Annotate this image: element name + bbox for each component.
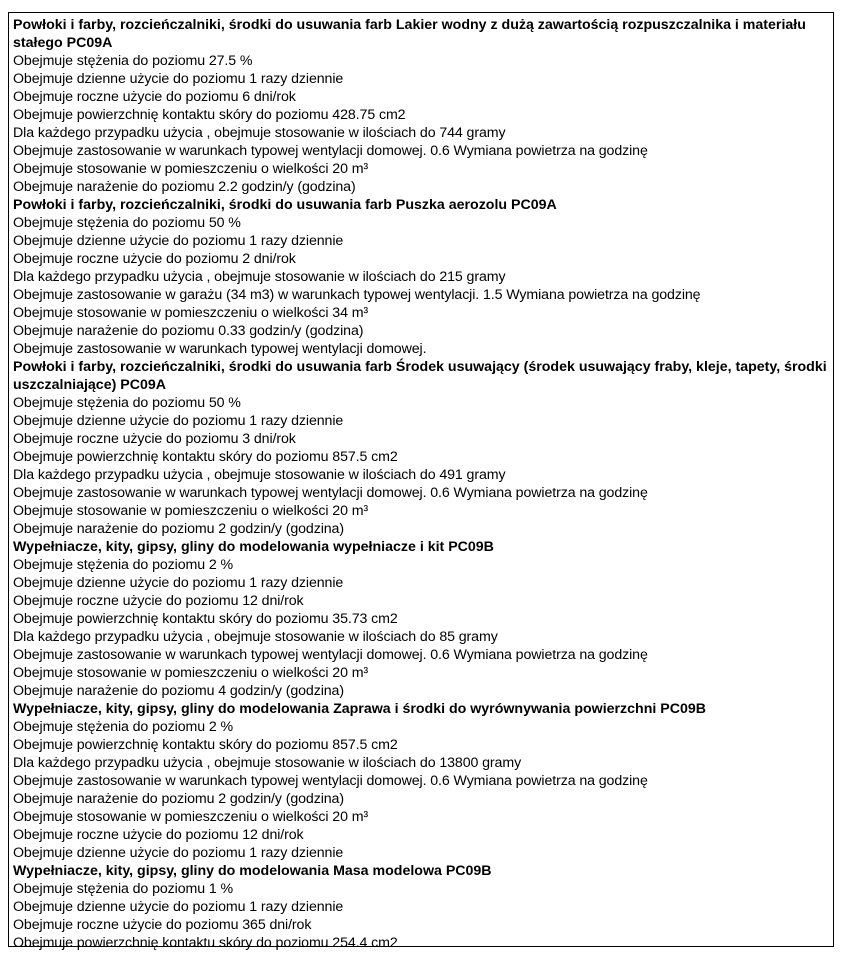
section-line: Obejmuje stężenia do poziomu 2 % (13, 719, 233, 735)
section-line: Obejmuje zastosowanie w warunkach typowej wentylacji domowej. 0.6 Wymiana powietrza na godzinę (13, 773, 648, 789)
section-line: Obejmuje stężenia do poziomu 27.5 % (13, 53, 253, 69)
section-line: Obejmuje roczne użycie do poziomu 2 dni/rok (13, 251, 296, 267)
section-wypelniacze-i-kit (13, 538, 829, 700)
section-heading: Powłoki i farby, rozcieńczalniki, środki do usuwania farb Lakier wodny z dużą zawartością rozpuszczalnika i materiału stałego PC09A (13, 17, 806, 51)
section-line: Obejmuje stosowanie w pomieszczeniu o wielkości 20 m³ (13, 809, 369, 825)
section-heading: Wypełniacze, kity, gipsy, gliny do modelowania Masa modelowa PC09B (13, 863, 492, 879)
section-masa-modelowa (13, 862, 829, 952)
section-line: Dla każdego przypadku użycia , obejmuje stosowanie w ilościach do 744 gramy (13, 125, 506, 141)
section-line: Obejmuje stężenia do poziomu 1 % (13, 881, 233, 897)
section-line: Obejmuje zastosowanie w warunkach typowej wentylacji domowej. 0.6 Wymiana powietrza na godzinę (13, 143, 648, 159)
section-line: Obejmuje stosowanie w pomieszczeniu o wielkości 20 m³ (13, 161, 369, 177)
section-line: Obejmuje powierzchnię kontaktu skóry do poziomu 428.75 cm2 (13, 107, 406, 123)
section-line: Obejmuje powierzchnię kontaktu skóry do poziomu 254.4 cm2 (13, 935, 398, 951)
section-line: Dla każdego przypadku użycia , obejmuje stosowanie w ilościach do 491 gramy (13, 467, 506, 483)
section-line: Obejmuje dzienne użycie do poziomu 1 razy dziennie (13, 233, 344, 249)
section-line: Dla każdego przypadku użycia , obejmuje stosowanie w ilościach do 215 gramy (13, 269, 506, 285)
section-line: Obejmuje narażenie do poziomu 0.33 godzin/y (godzina) (13, 323, 364, 339)
section-line: Obejmuje narażenie do poziomu 2 godzin/y (godzina) (13, 521, 344, 537)
section-line: Obejmuje narażenie do poziomu 2 godzin/y (godzina) (13, 791, 344, 807)
section-line: Obejmuje zastosowanie w warunkach typowej wentylacji domowej. (13, 341, 427, 357)
section-heading: Powłoki i farby, rozcieńczalniki, środki do usuwania farb Puszka aerozolu PC09A (13, 197, 557, 213)
section-line: Obejmuje dzienne użycie do poziomu 1 razy dziennie (13, 899, 344, 915)
section-line: Obejmuje dzienne użycie do poziomu 1 razy dziennie (13, 413, 344, 429)
section-line: Obejmuje stężenia do poziomu 50 % (13, 215, 241, 231)
section-line: Obejmuje dzienne użycie do poziomu 1 razy dziennie (13, 71, 344, 87)
section-srodek-usuwajacy (13, 358, 829, 538)
section-zaprawa (13, 700, 829, 862)
section-lakier-wodny (13, 16, 829, 196)
section-puszka-aerozolu (13, 196, 829, 358)
section-line: Obejmuje stosowanie w pomieszczeniu o wielkości 20 m³ (13, 665, 369, 681)
section-heading: Wypełniacze, kity, gipsy, gliny do modelowania wypełniacze i kit PC09B (13, 539, 494, 555)
section-line: Obejmuje zastosowanie w warunkach typowej wentylacji domowej. 0.6 Wymiana powietrza na godzinę (13, 485, 648, 501)
section-line: Obejmuje dzienne użycie do poziomu 1 razy dziennie (13, 845, 344, 861)
section-line: Obejmuje stosowanie w pomieszczeniu o wielkości 20 m³ (13, 503, 369, 519)
section-line: Obejmuje powierzchnię kontaktu skóry do poziomu 857.5 cm2 (13, 449, 398, 465)
section-line: Obejmuje stosowanie w pomieszczeniu o wielkości 34 m³ (13, 305, 369, 321)
section-line: Obejmuje narażenie do poziomu 2.2 godzin/y (godzina) (13, 179, 356, 195)
section-line: Obejmuje powierzchnię kontaktu skóry do poziomu 857.5 cm2 (13, 737, 398, 753)
section-line: Dla każdego przypadku użycia , obejmuje stosowanie w ilościach do 13800 gramy (13, 755, 522, 771)
section-line: Obejmuje stężenia do poziomu 2 % (13, 557, 233, 573)
section-line: Obejmuje narażenie do poziomu 4 godzin/y (godzina) (13, 683, 344, 699)
section-line: Obejmuje roczne użycie do poziomu 6 dni/rok (13, 89, 296, 105)
section-line: Obejmuje stężenia do poziomu 50 % (13, 395, 241, 411)
document-frame (8, 12, 834, 951)
section-heading: Wypełniacze, kity, gipsy, gliny do modelowania Zaprawa i środki do wyrównywania powierzchni PC09B (13, 701, 706, 717)
section-line: Obejmuje powierzchnię kontaktu skóry do poziomu 35.73 cm2 (13, 611, 398, 627)
section-line: Obejmuje roczne użycie do poziomu 12 dni/rok (13, 827, 304, 843)
section-line: Dla każdego przypadku użycia , obejmuje stosowanie w ilościach do 85 gramy (13, 629, 498, 645)
section-line: Obejmuje zastosowanie w garażu (34 m3) w warunkach typowej wentylacji. 1.5 Wymiana powietrza na godzinę (13, 287, 701, 303)
section-line: Obejmuje roczne użycie do poziomu 3 dni/rok (13, 431, 296, 447)
section-line: Obejmuje dzienne użycie do poziomu 1 razy dziennie (13, 575, 344, 591)
section-heading: Powłoki i farby, rozcieńczalniki, środki do usuwania farb Środek usuwający (środek usuwający fraby, kleje, tapety, środki uszczalniające) PC09A (13, 359, 827, 393)
section-line: Obejmuje zastosowanie w warunkach typowej wentylacji domowej. 0.6 Wymiana powietrza na godzinę (13, 647, 648, 663)
section-line: Obejmuje roczne użycie do poziomu 365 dni/rok (13, 917, 312, 933)
section-line: Obejmuje roczne użycie do poziomu 12 dni/rok (13, 593, 304, 609)
